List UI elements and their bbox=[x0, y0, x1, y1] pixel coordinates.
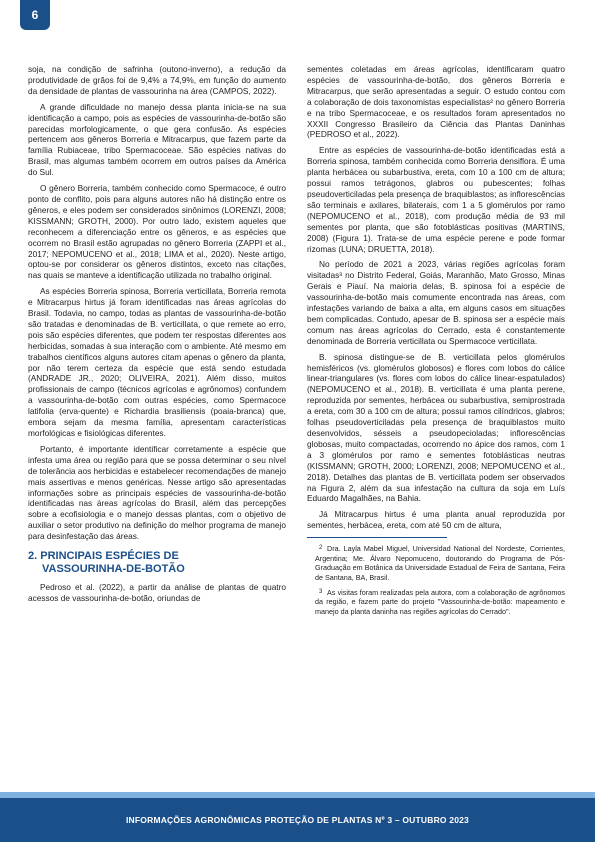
paragraph: O gênero Borreria, também conhecido como Spermacoce, é outro ponto de conflito, pois para alguns autores não há distinção entre os gêneros, e eles podem ser considerados sinônimos (LORENZI, 2008; KISSMANN; GROTH, 2000). Por outro lado, existem aqueles que reconhecem a diferenciação entre os gêneros, e as espécies que ocorrem no Brasil estão agrupadas no gênero Borreria (ZAPPI et al., 2017; NEPOMUCENO et al., 2018; LIMA et al., 2020). Neste artigo, optou-se por considerar os gêneros distintos, exceto nas citações, nas quais se manteve a identificação utilizada no trabalho original. bbox=[28, 183, 286, 281]
page-number: 6 bbox=[20, 0, 50, 30]
footer-text: INFORMAÇÕES AGRONÔMICAS PROTEÇÃO DE PLANTAS Nº 3 – OUTUBRO 2023 bbox=[126, 815, 469, 825]
footnote-text: Dra. Layla Mabel Miguel, Universidad National del Nordeste, Corrientes, Argentina; Me. Álvaro Nepomuceno, doutorando do Programa de Pós-Graduação em Botânica da Universidade Estadual de Feira de Santana, Feira de Santana, BA, Brasil. bbox=[315, 544, 565, 582]
paragraph: soja, na condição de safrinha (outono-inverno), a redução da produtividade de grãos foi de 9,4% a 74,9%, em função do aumento da densidade de plantas de vassourinha na área (CAMPOS, 2022). bbox=[28, 64, 286, 96]
footnote-marker: 2 bbox=[319, 545, 323, 552]
footnote bbox=[307, 544, 565, 582]
paragraph: B. spinosa distingue-se de B. verticillata pelos glomérulos hemisféricos (vs. glomérulos globosos) e flores com lobos do cálice linear-triangulares (vs. flores com lobos do cálice linear-espatulados) (NEPOMUCENO et al., 2018). B. verticillata é uma planta perene, reproduzida por sementes, herbácea ou subarbustiva, semiprostrada a ereta, com 30 a 100 cm de altura; possui ramos cilíndricos, glabros; folhas pseudoverticiladas pela presença de braquiblastos muito desenvolvidos, sésseis a pseudopecioladas; inflorescências globosas, muito compactadas, ocorrendo no ápice dos ramos, com 1 a 3 glomérulos por ramo e sementes fotoblásticas neutras (KISSMANN; GROTH, 2000; LORENZI, 2008; NEPOMUCENO et al., 2018). Detalhes das plantas de B. verticillata podem ser observados na Figura 2, além da sua infestação na cultura da soja em Luís Eduardo Magalhães, na Bahia. bbox=[307, 351, 565, 504]
paragraph: Já Mitracarpus hirtus é uma planta anual reproduzida por sementes, herbácea, ereta, com até 50 cm de altura, bbox=[307, 509, 565, 531]
footnote-marker: 3 bbox=[319, 588, 323, 595]
footnote bbox=[307, 588, 565, 617]
section-heading-line: 2. PRINCIPAIS ESPÉCIES DE bbox=[28, 550, 179, 563]
section-heading bbox=[28, 550, 286, 576]
paragraph: Portanto, é importante identificar corretamente a espécie que infesta uma área ou região para que se possa determinar o seu nível de tolerância aos herbicidas e estabelecer recomendações de manejo mais assertivas e menos genéricas. Nesse artigo são apresentadas informações sobre as principais espécies de vassourinha-de-botão identificadas nas áreas agrícolas do Brasil, além das percepções sobre a ecofisiologia e o manejo dessas plantas, com o objetivo de auxiliar o setor produtivo na definição do melhor programa de manejo para desinfestação das áreas. bbox=[28, 443, 286, 542]
section-heading-line: VASSOURINHA-DE-BOTÃO bbox=[42, 563, 185, 576]
paragraph: sementes coletadas em áreas agrícolas, identificaram quatro espécies de vassourinha-de-botão, dos gêneros Borreria e Mitracarpus, que serão apresentadas a seguir. O estudo contou com a colaboração de dois taxonomistas especialistas² no gênero Borreria e na tribo Spermacoceae, e os resultados foram apresentados no XXXII Congresso Brasileiro da Ciência das Plantas Daninhas (PEDROSO et al., 2022). bbox=[307, 64, 565, 140]
left-column bbox=[28, 64, 286, 609]
footnote-text: As visitas foram realizadas pela autora, com a colaboração de agrônomos da região, e fazem parte do projeto "Vassourinha-de-botão: mapeamento e manejo da planta daninha nas regiões agrícolas do Cerrado". bbox=[315, 587, 565, 616]
page-footer bbox=[0, 798, 595, 842]
footnote-divider bbox=[307, 537, 447, 544]
paragraph: As espécies Borreria spinosa, Borreria verticillata, Borreria remota e Mitracarpus hirtus já foram identificadas nas áreas agrícolas do Brasil. Todavia, no campo, todas as plantas de vassourinha-de-botão são tratadas e denominadas de B. verticillata, o que remete ao erro, pois são espécies diferentes, que podem ter respostas diferentes aos herbicidas, somadas à sua interação com o ambiente. Até mesmo em trabalhos científicos alguns autores citam apenas o gênero da planta, por não terem certeza da espécie que está sendo estudada (ANDRADE JR., 2020; OLIVEIRA, 2021). Além disso, muitos profissionais de campo (técnicos agrícolas e agrônomos) confundem a vassourinha-de-botão com outras espécies, como Spermacoce latifolia (erva-quente) e Richardia brasiliensis (poaia-branca) que, embora sejam da mesma família, apresentam características morfológicas e fisiológicas diferentes. bbox=[28, 286, 286, 438]
right-column bbox=[307, 64, 565, 621]
paragraph: Pedroso et al. (2022), a partir da análise de plantas de quatro acessos de vassourinha-de-botão, oriundas de bbox=[28, 582, 286, 603]
paragraph: No período de 2021 a 2023, várias regiões agrícolas foram visitadas³ no Distrito Federal, Goiás, Maranhão, Mato Grosso, Minas Gerais e Piauí. Na maioria delas, B. spinosa foi a espécie de vassourinha-de-botão mais comumente encontrada nas áreas, com infestações variando de baixa a alta, em alguns casos em situações bem complicadas. Contudo, apesar de B. spinosa ser a espécie mais comum nas áreas agrícolas do Cerrado, esta é constantemente denominada de Borreria verticillata ou Spermacoce verticillata. bbox=[307, 259, 565, 346]
paragraph: A grande dificuldade no manejo dessa planta inicia-se na sua identificação a campo, pois as espécies de vassourinha-de-botão são parecidas morfologicamente, o que gera confusão. As espécies pertencem aos gêneros Borreria e Mitracarpus, que fazem parte da família Rubiaceae, tribo Spermacoceae. São espécies nativas do Brasil, mas algumas também ocorrem em outros países da América do Sul. bbox=[28, 101, 286, 178]
paragraph: Entre as espécies de vassourinha-de-botão identificadas está a Borreria spinosa, também conhecida como Borreria densiflora. É uma planta herbácea ou subarbustiva, ereta, com 10 a 100 cm de altura; possui ramos tetrágonos, glabros ou pubescentes; folhas pseudoverticiladas pela presença de braquiblastos; as inflorescências são terminais e axilares, bilaterais, com 1 a 5 glomérulos por ramo (NEPOMUCENO et al., 2018), com produção média de 93 mil sementes por planta, que são fotoblásticas positivas (MARTINS, 2008) (Figura 1). Trata-se de uma espécie perene e pode formar rizomas (LUNA; DRUETTA, 2018). bbox=[307, 145, 565, 254]
